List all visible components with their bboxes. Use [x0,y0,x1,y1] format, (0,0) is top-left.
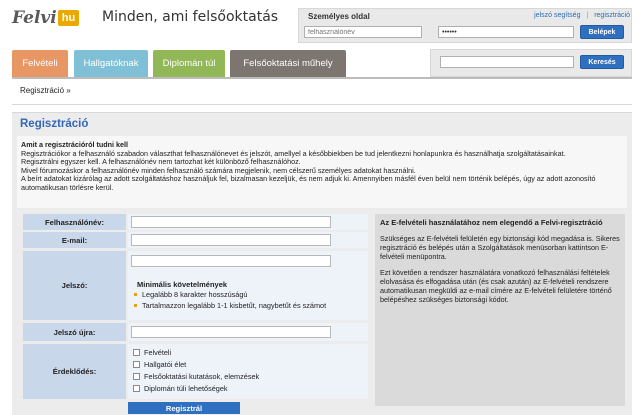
email-label: E-mail: [23,232,126,248]
interest-label-text: Diplomán túli lehetőségek [144,384,228,393]
reg-password-again-input[interactable] [131,326,331,338]
bullet-icon [134,293,137,296]
login-button[interactable]: Belépek [580,25,624,39]
interest-option[interactable] [133,384,228,393]
interest-label-text: Felvételi [144,348,172,357]
info-line: Mivel fórumozáskor a felhasználónév minden felhasználó számára megjelenik, nem célszerű személyes adatokat használni. [21,165,416,175]
password-label: Jelszó: [23,251,126,320]
interest-label-text: Hallgatói élet [144,360,187,369]
reg-email-input[interactable] [131,234,331,246]
bullet-icon [134,304,137,307]
felvi-logo[interactable] [12,6,79,30]
password-help-link[interactable]: jelszó segítség [534,12,581,19]
login-title: Személyes oldal [308,12,370,21]
breadcrumb-divider [12,104,632,105]
password-input[interactable] [438,26,574,38]
requirement-text: Tartalmazzon legalább 1-1 kisbetűt, nagybetűt és számot [142,301,327,310]
info-line: Regisztrációkor a felhasználó szabadon választhat felhasználónevet és jelszót, amellyel a későbbiekben be tud jelentkezni honlapunkra és használhatja szolgáltatásainkat. [21,148,566,158]
tab-felsooktatasi-muhely[interactable]: Felsőoktatási műhely [230,50,346,77]
reg-password-input[interactable] [131,255,331,267]
tab-felveteli[interactable]: Felvételi [12,50,68,77]
breadcrumb[interactable]: Regisztráció » [20,86,71,95]
register-button[interactable]: Regisztrál [128,402,240,414]
interest-option[interactable] [133,360,186,369]
interest-label: Érdeklődés: [23,344,126,399]
checkbox[interactable] [133,361,140,368]
registration-info [21,141,625,193]
tab-diploman-tul[interactable]: Diplomán túl [153,50,225,77]
logo-text: Felvi [12,8,57,28]
requirement-text: Legalább 8 karakter hosszúságú [142,290,248,299]
username-input[interactable] [304,26,422,38]
requirement-item [134,290,247,299]
checkbox[interactable] [133,385,140,392]
checkbox[interactable] [133,373,140,380]
search-input[interactable] [440,56,574,68]
info-heading: Amit a regisztrációról tudni kell [21,140,129,149]
logo-badge: hu [58,10,79,26]
tab-hallgatoknak[interactable]: Hallgatóknak [74,50,148,77]
password-again-label: Jelszó újra: [23,323,126,341]
info-line: A beírt adatokat kizárólag az adott szolgáltatáshoz használjuk fel, bizalmasan kezeljük, és nem adjuk ki. Amennyiben másfél éven belül nem történik belépés, úgy az adott azonosító automatikusan törlésre kerül. [21,174,596,192]
page-title: Regisztráció [20,118,89,130]
notice-paragraph: Ezt követően a rendszer használatára vonatkozó felhasználási feltételek elolvasása és elfogadása után (és csak azután) az E-felvételi rendszere automatikusan megküldi az e-mail címére az E-felvételi felületére történő belépéshez szükséges biztonsági kódot. [380,268,612,304]
info-line: Regisztrálni egyszer kell. A felhasználónév nem tartozhat két különböző felhasználóhoz. [21,157,301,167]
notice-paragraph: Szükséges az E-felvételi felületén egy biztonsági kód megadása is. Sikeres regisztráció és belépés után a Szolgáltatások menüsorban kattintson E-felvételi menüpontra. [380,234,620,261]
notice-body [380,235,624,313]
checkbox[interactable] [133,349,140,356]
search-button[interactable]: Keresés [580,55,624,69]
email-cell [128,232,368,248]
register-link[interactable]: regisztráció [594,12,630,19]
requirements-title: Minimális követelmények [137,280,228,289]
notice-title: Az E-felvételi használatához nem elegendő a Felvi-regisztráció [380,218,603,227]
username-cell [128,214,368,230]
password-again-cell [128,323,368,341]
interest-option[interactable] [133,348,171,357]
nav-divider [12,77,632,79]
login-links: jelszó segítség | regisztráció [534,12,630,19]
site-slogan: Minden, ami felsőoktatás [102,9,279,25]
username-label: Felhasználónév: [23,214,126,230]
interest-option[interactable] [133,372,259,381]
reg-username-input[interactable] [131,216,331,228]
interest-label-text: Felsőoktatási kutatások, elemzések [144,372,260,381]
requirement-item [134,301,326,310]
